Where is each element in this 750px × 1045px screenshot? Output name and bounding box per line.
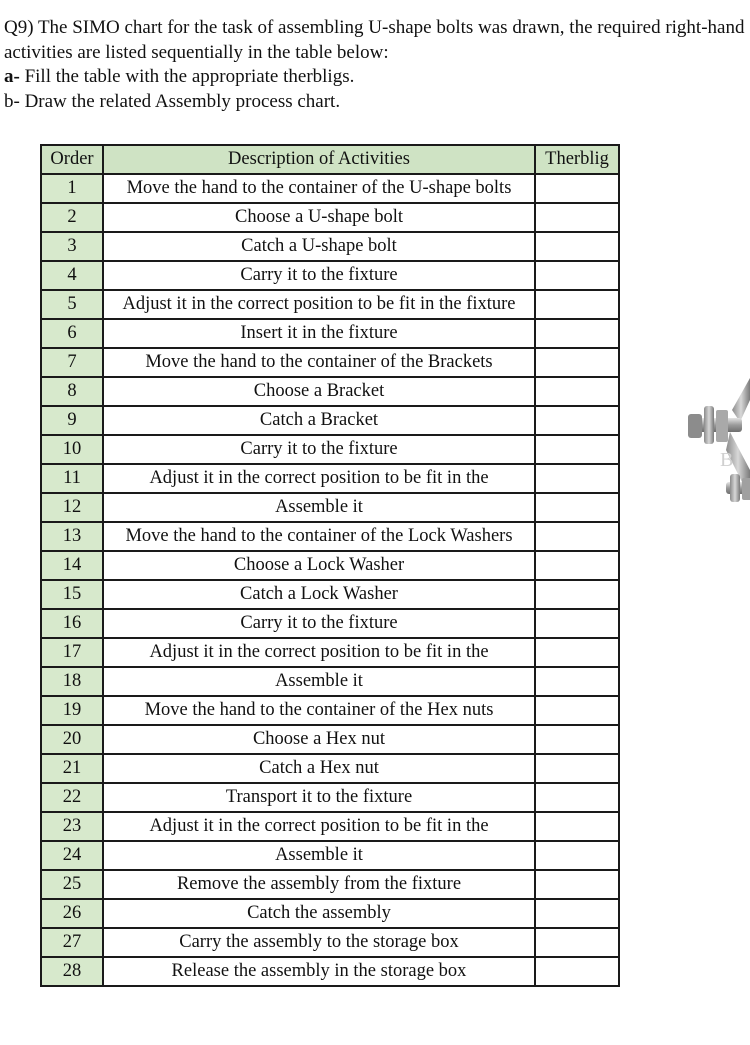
therblig-cell[interactable] xyxy=(535,232,619,261)
table-row xyxy=(41,319,619,348)
therblig-cell[interactable] xyxy=(535,870,619,899)
description-cell: Carry the assembly to the storage box xyxy=(103,928,535,957)
order-cell: 12 xyxy=(41,493,103,522)
description-cell: Catch a Lock Washer xyxy=(103,580,535,609)
order-cell: 1 xyxy=(41,174,103,203)
therblig-cell[interactable] xyxy=(535,261,619,290)
therblig-cell[interactable] xyxy=(535,783,619,812)
table-row xyxy=(41,725,619,754)
description-cell: Insert it in the fixture xyxy=(103,319,535,348)
table-row xyxy=(41,261,619,290)
therblig-cell[interactable] xyxy=(535,580,619,609)
therblig-cell[interactable] xyxy=(535,725,619,754)
table-row xyxy=(41,232,619,261)
table-row xyxy=(41,203,619,232)
order-cell: 14 xyxy=(41,551,103,580)
table-row xyxy=(41,290,619,319)
question-line-1: Q9) The SIMO chart for the task of assembling U-shape bolts was drawn, the required right-hand xyxy=(4,17,745,38)
table-row xyxy=(41,435,619,464)
table-row xyxy=(41,841,619,870)
u-bolt-assembly-photo-icon xyxy=(686,370,750,520)
order-cell: 10 xyxy=(41,435,103,464)
table-row xyxy=(41,754,619,783)
description-cell: Catch the assembly xyxy=(103,899,535,928)
order-cell: 22 xyxy=(41,783,103,812)
header-therblig: Therblig xyxy=(535,145,619,174)
therblig-cell[interactable] xyxy=(535,464,619,493)
order-cell: 27 xyxy=(41,928,103,957)
table-row xyxy=(41,609,619,638)
description-cell: Remove the assembly from the fixture xyxy=(103,870,535,899)
description-cell: Adjust it in the correct position to be fit in the xyxy=(103,812,535,841)
therblig-cell[interactable] xyxy=(535,319,619,348)
question-text xyxy=(4,16,750,114)
description-cell: Choose a Lock Washer xyxy=(103,551,535,580)
order-cell: 5 xyxy=(41,290,103,319)
header-order: Order xyxy=(41,145,103,174)
therblig-cell[interactable] xyxy=(535,551,619,580)
therblig-cell[interactable] xyxy=(535,348,619,377)
description-cell: Carry it to the fixture xyxy=(103,609,535,638)
therblig-cell[interactable] xyxy=(535,174,619,203)
therblig-cell[interactable] xyxy=(535,406,619,435)
question-part-b: b- Draw the related Assembly process chart. xyxy=(4,90,341,112)
table-row xyxy=(41,377,619,406)
description-cell: Transport it to the fixture xyxy=(103,783,535,812)
description-cell: Assemble it xyxy=(103,493,535,522)
order-cell: 2 xyxy=(41,203,103,232)
order-cell: 15 xyxy=(41,580,103,609)
order-cell: 17 xyxy=(41,638,103,667)
table-row xyxy=(41,348,619,377)
table-row xyxy=(41,928,619,957)
table-row xyxy=(41,580,619,609)
order-cell: 7 xyxy=(41,348,103,377)
therblig-cell[interactable] xyxy=(535,957,619,986)
description-cell: Choose a Bracket xyxy=(103,377,535,406)
description-cell: Move the hand to the container of the U-shape bolts xyxy=(103,174,535,203)
description-cell: Choose a U-shape bolt xyxy=(103,203,535,232)
description-cell: Move the hand to the container of the Hex nuts xyxy=(103,696,535,725)
therblig-cell[interactable] xyxy=(535,667,619,696)
table-row xyxy=(41,812,619,841)
description-cell: Assemble it xyxy=(103,841,535,870)
order-cell: 4 xyxy=(41,261,103,290)
therblig-cell[interactable] xyxy=(535,522,619,551)
order-cell: 8 xyxy=(41,377,103,406)
description-cell: Choose a Hex nut xyxy=(103,725,535,754)
therblig-cell[interactable] xyxy=(535,841,619,870)
order-cell: 16 xyxy=(41,609,103,638)
table-row xyxy=(41,464,619,493)
order-cell: 26 xyxy=(41,899,103,928)
table-row xyxy=(41,406,619,435)
description-cell: Move the hand to the container of the Lock Washers xyxy=(103,522,535,551)
description-cell: Assemble it xyxy=(103,667,535,696)
description-cell: Release the assembly in the storage box xyxy=(103,957,535,986)
therblig-cell[interactable] xyxy=(535,928,619,957)
order-cell: 21 xyxy=(41,754,103,783)
therblig-cell[interactable] xyxy=(535,493,619,522)
order-cell: 23 xyxy=(41,812,103,841)
description-cell: Catch a U-shape bolt xyxy=(103,232,535,261)
order-cell: 3 xyxy=(41,232,103,261)
therblig-cell[interactable] xyxy=(535,609,619,638)
therblig-cell[interactable] xyxy=(535,754,619,783)
therblig-cell[interactable] xyxy=(535,812,619,841)
description-cell: Carry it to the fixture xyxy=(103,261,535,290)
order-cell: 19 xyxy=(41,696,103,725)
description-cell: Catch a Hex nut xyxy=(103,754,535,783)
table-body xyxy=(41,174,619,986)
order-cell: 18 xyxy=(41,667,103,696)
description-cell: Adjust it in the correct position to be fit in the xyxy=(103,464,535,493)
therblig-cell[interactable] xyxy=(535,377,619,406)
description-cell: Move the hand to the container of the Brackets xyxy=(103,348,535,377)
table-row xyxy=(41,957,619,986)
description-cell: Adjust it in the correct position to be fit in the xyxy=(103,638,535,667)
part-a-prefix: a- xyxy=(4,66,20,87)
therblig-cell[interactable] xyxy=(535,899,619,928)
order-cell: 9 xyxy=(41,406,103,435)
part-a-text: Fill the table with the appropriate therbligs. xyxy=(19,66,355,87)
therblig-cell[interactable] xyxy=(535,638,619,667)
order-cell: 28 xyxy=(41,957,103,986)
table-row xyxy=(41,696,619,725)
therblig-cell[interactable] xyxy=(535,203,619,232)
table-row xyxy=(41,899,619,928)
therblig-cell[interactable] xyxy=(535,290,619,319)
order-cell: 20 xyxy=(41,725,103,754)
table-row xyxy=(41,522,619,551)
table-row xyxy=(41,638,619,667)
description-cell: Carry it to the fixture xyxy=(103,435,535,464)
table-row xyxy=(41,783,619,812)
therblig-cell[interactable] xyxy=(535,435,619,464)
table-row xyxy=(41,667,619,696)
description-cell: Catch a Bracket xyxy=(103,406,535,435)
order-cell: 11 xyxy=(41,464,103,493)
table-row xyxy=(41,870,619,899)
question-line-2: activities are listed sequentially in the table below: xyxy=(4,41,389,63)
order-cell: 6 xyxy=(41,319,103,348)
table-header-row xyxy=(41,145,619,174)
question-part-a xyxy=(4,65,750,90)
order-cell: 13 xyxy=(41,522,103,551)
simo-activities-table xyxy=(40,144,620,987)
table-row xyxy=(41,551,619,580)
description-cell: Adjust it in the correct position to be fit in the fixture xyxy=(103,290,535,319)
table-row xyxy=(41,493,619,522)
therblig-cell[interactable] xyxy=(535,696,619,725)
table-row xyxy=(41,174,619,203)
order-cell: 25 xyxy=(41,870,103,899)
photo-b-glyph: B xyxy=(720,449,734,471)
order-cell: 24 xyxy=(41,841,103,870)
header-description: Description of Activities xyxy=(103,145,535,174)
